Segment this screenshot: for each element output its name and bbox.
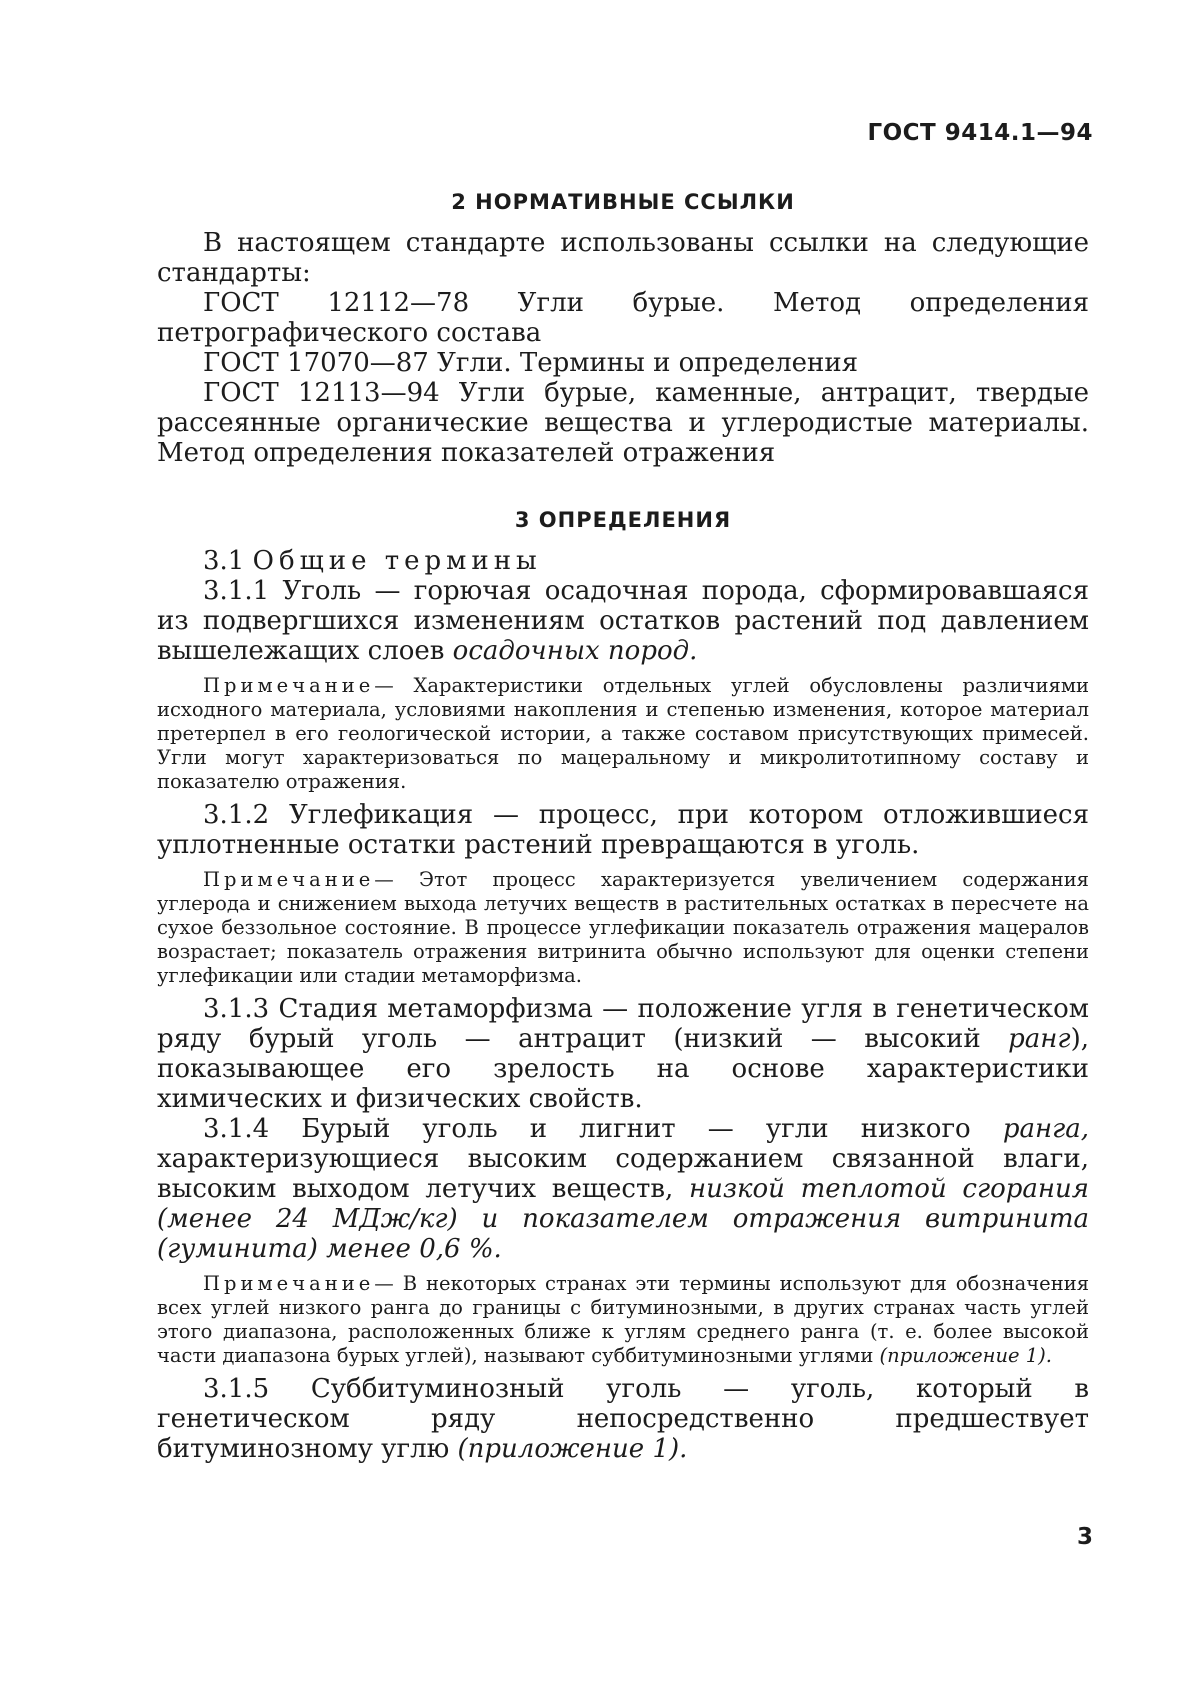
note-1 [157, 674, 1089, 794]
reference-item: ГОСТ 17070—87 Угли. Термины и определения [203, 348, 859, 378]
note-1-text: — Характеристики отдельных углей обусловлены различиями исходного материала, условиями накопления и степенью изменения, которое материал претерпел в его геологической истории, а также составом присутствующих примесей. Угли могут характеризоваться по мацеральному и микролитотипному составу и показателю отражения. [157, 674, 1089, 793]
note-2 [157, 868, 1089, 988]
term-3-1-3-text-a: 3.1.3 Стадия метаморфизма — положение угля в генетическом ряду бурый уголь — антрацит (низкий — высокий [157, 994, 1089, 1054]
term-3-1-3-text-b: ), показывающее его зрелость на основе характеристики химических и физических свойств. [157, 1024, 1089, 1114]
term-3-1-4 [157, 1114, 1089, 1264]
reference-item: ГОСТ 12113—94 Угли бурые, каменные, антрацит, твердые рассеянные органические вещества и углеродистые материалы. Метод определения показателей отражения [157, 378, 1089, 468]
reference-item: ГОСТ 12112—78 Угли бурые. Метод определения петрографического состава [157, 288, 1089, 348]
subsection-number: 3.1 [203, 546, 245, 576]
term-3-1-5-text: 3.1.5 Суббитуминозный уголь — уголь, который в генетическом ряду непосредственно предшествует битуминозному углю [157, 1374, 1089, 1464]
note-3-italic: (приложение 1). [879, 1344, 1052, 1367]
term-3-1-3 [157, 994, 1089, 1114]
note-label: Примечание [203, 1272, 375, 1295]
term-3-1-1 [157, 576, 1089, 666]
page-content [157, 180, 1089, 1464]
term-3-1-5 [157, 1374, 1089, 1464]
note-3-text: — В некоторых странах эти термины используют для обозначения всех углей низкого ранга до границы с битуминозными, в других странах часть углей этого диапазона, расположенных ближе к углям среднего ранга (т. е. более высокой части диапазона бурых углей), называют суббитуминозными углями [157, 1272, 1089, 1367]
doc-number-header: ГОСТ 9414.1—94 [867, 120, 1093, 146]
term-3-1-1-italic: осадочных пород. [452, 636, 698, 666]
term-3-1-4-text-a: 3.1.4 Бурый уголь и лигнит — угли низкого [203, 1114, 1003, 1144]
term-3-1-4-italic-2: низкой теплотой сгорания (менее 24 МДж/кг) и показателем отражения витринита (гуминита) менее 0,6 %. [157, 1174, 1089, 1264]
subsection-heading [157, 546, 1089, 576]
term-3-1-4-text-b: характеризующиеся высоким содержанием связанной влаги, высоким выходом летучих веществ, [157, 1144, 1089, 1204]
term-3-1-4-italic-1: ранга, [1002, 1114, 1089, 1144]
term-3-1-5-italic: (приложение 1). [457, 1434, 688, 1464]
section-2-title: 2 НОРМАТИВНЫЕ ССЫЛКИ [451, 190, 795, 214]
section-3-title: 3 ОПРЕДЕЛЕНИЯ [514, 508, 732, 532]
page-number: 3 [1076, 1524, 1093, 1550]
term-3-1-2: 3.1.2 Углефикация — процесс, при котором отложившиеся уплотненные остатки растений превращаются в уголь. [157, 800, 1089, 860]
term-3-1-1-text: 3.1.1 Уголь — горючая осадочная порода, сформировавшаяся из подвергшихся изменениям остатков растений под давлением вышележащих слоев [157, 576, 1089, 666]
note-3 [157, 1272, 1089, 1368]
note-2-text: — Этот процесс характеризуется увеличением содержания углерода и снижением выхода летучих веществ в растительных остатках в пересчете на сухое беззольное состояние. В процессе углефикации показатель отражения мацералов возрастает; показатель отражения витринита обычно используют для оценки степени углефикации или стадии метаморфизма. [157, 868, 1089, 987]
term-3-1-3-italic: ранг [1008, 1024, 1071, 1054]
note-label: Примечание [203, 674, 375, 697]
subsection-title: Общие термины [252, 546, 542, 576]
note-label: Примечание [203, 868, 375, 891]
section-2-intro: В настоящем стандарте использованы ссылки на следующие стандарты: [157, 228, 1089, 288]
